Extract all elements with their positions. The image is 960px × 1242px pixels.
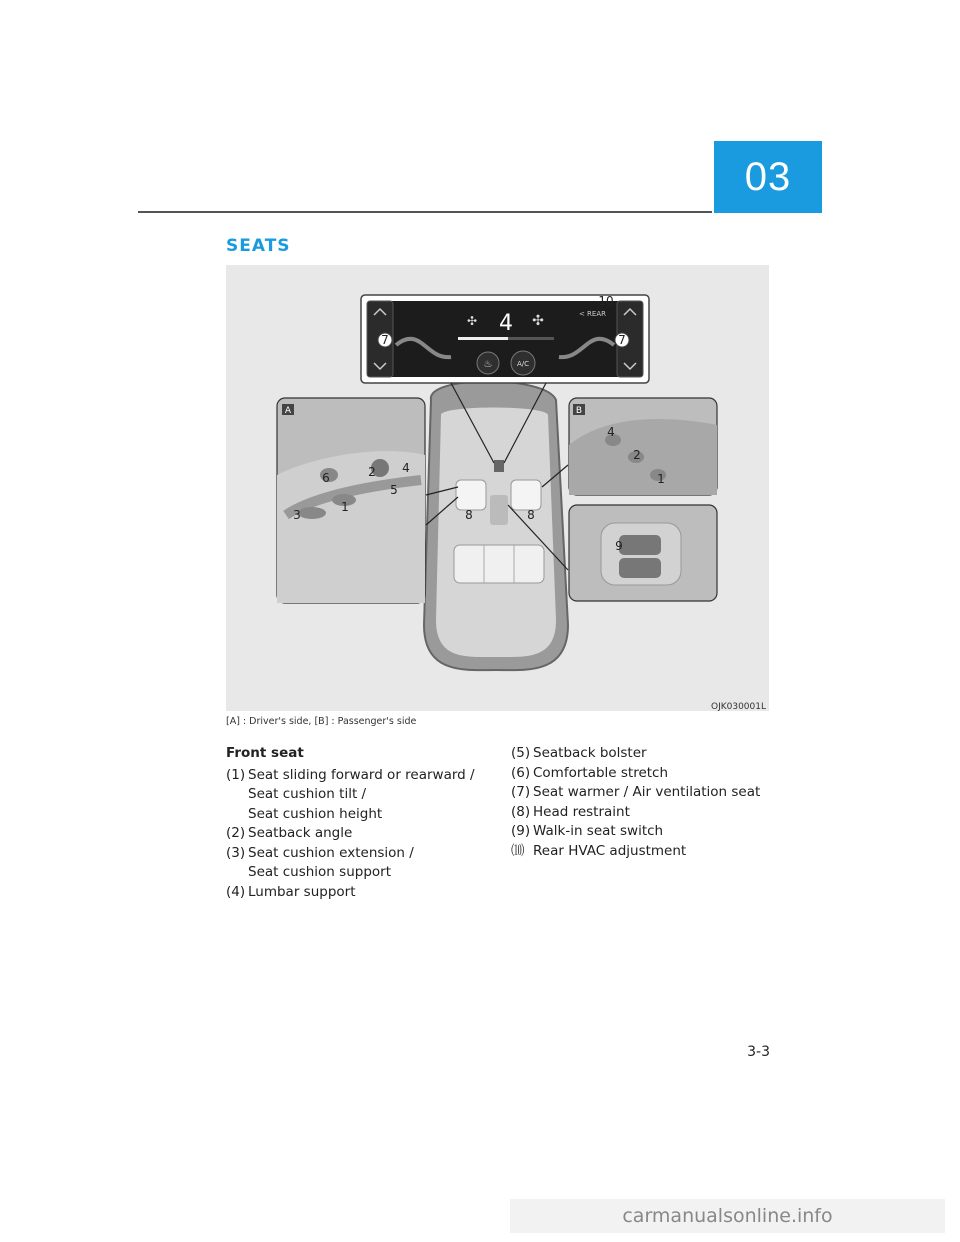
list-item: [511, 822, 771, 842]
item-text: Seat cushion extension / Seat cushion support: [248, 844, 414, 880]
svg-text:10: 10: [598, 294, 614, 308]
item-number: (4): [226, 883, 246, 900]
list-item: [226, 883, 496, 903]
callout-8-left: [465, 508, 473, 522]
seat-controls-illustration: [226, 265, 769, 711]
svg-text:3: 3: [293, 508, 301, 522]
svg-text:4: 4: [402, 461, 410, 475]
svg-text:8: 8: [465, 508, 473, 522]
list-item: [511, 764, 771, 784]
chapter-tab: 03: [714, 141, 822, 213]
item-text: Seat sliding forward or rearward / Seat cushion tilt / Seat cushion height: [248, 766, 475, 822]
panel-walk-in-switch: [569, 505, 717, 601]
panel-a-label: A: [284, 406, 292, 416]
list-item: [226, 824, 496, 844]
svg-text:9: 9: [615, 539, 623, 553]
callout-3: [293, 508, 301, 522]
seat-controls-figure: [226, 265, 769, 711]
car-top-view: [424, 381, 568, 670]
fan-high-icon: ✣: [532, 313, 544, 329]
callout-7-right: [615, 333, 629, 347]
callout-5: [390, 483, 398, 497]
fan-low-icon: ✣: [466, 314, 478, 328]
panel-a-driver-side: [277, 398, 425, 603]
watermark[interactable]: carmanualsonline.info: [510, 1199, 945, 1233]
left-column: [226, 744, 496, 902]
callout-7-left: [378, 333, 392, 347]
svg-text:1: 1: [657, 472, 665, 486]
ac-label: A/C: [516, 360, 530, 368]
svg-text:5: 5: [390, 483, 398, 497]
callout-2-b: [633, 448, 641, 462]
callout-9: [615, 539, 623, 553]
callout-1-b: [657, 472, 665, 486]
item-number: (2): [226, 825, 246, 841]
item-text: Seat warmer / Air ventilation seat: [533, 784, 761, 800]
item-number: (3): [226, 844, 246, 861]
list-item: [511, 803, 771, 823]
item-number: (9): [511, 823, 531, 839]
callout-6: [322, 471, 330, 485]
item-text: Rear HVAC adjustment: [533, 842, 687, 859]
fan-level-display: 4: [499, 311, 513, 336]
rear-label: < REAR: [578, 310, 606, 318]
page-number: 3-3: [747, 1044, 770, 1060]
item-number: (5): [511, 745, 531, 761]
seat-heat-icon: ♨: [483, 359, 493, 370]
svg-text:7: 7: [381, 333, 389, 347]
panel-b-passenger-side: [569, 398, 717, 495]
item-text: Lumbar support: [248, 883, 356, 900]
header-rule: [138, 211, 712, 213]
hvac-panel: [361, 295, 649, 383]
svg-text:2: 2: [633, 448, 641, 462]
figure-caption: [A] : Driver's side, [B] : Passenger's side: [226, 716, 417, 727]
item-number: (8): [511, 803, 531, 820]
list-item: [511, 783, 771, 803]
callout-8-right: [527, 508, 535, 522]
callout-2-a: [368, 465, 376, 479]
callout-10: [598, 294, 613, 308]
svg-text:6: 6: [322, 471, 330, 485]
item-text: Comfortable stretch: [533, 764, 669, 781]
item-number: (6): [511, 764, 531, 781]
svg-text:4: 4: [607, 425, 615, 439]
svg-text:1: 1: [341, 500, 349, 514]
item-text: Head restraint: [533, 803, 630, 820]
svg-text:8: 8: [527, 508, 535, 522]
svg-text:7: 7: [618, 333, 626, 347]
figure-code: OJK030001L: [710, 702, 766, 712]
section-title: SEATS: [226, 236, 291, 256]
item-text: Seatback angle: [248, 825, 353, 841]
svg-text:2: 2: [368, 465, 376, 479]
callout-1-a: [341, 500, 349, 514]
right-column: [511, 744, 771, 861]
list-item: [226, 766, 496, 825]
front-seat-heading: Front seat: [226, 745, 304, 761]
callout-4-a: [402, 461, 410, 475]
item-text: Seatback bolster: [533, 745, 647, 761]
item-number: (7): [511, 784, 531, 800]
list-item: [511, 842, 771, 862]
item-text: Walk-in seat switch: [533, 823, 664, 839]
list-item: [226, 844, 496, 883]
list-item: [511, 744, 771, 764]
callout-4-b: [607, 425, 615, 439]
item-number: ⑽: [511, 842, 525, 859]
item-number: (1): [226, 766, 246, 783]
panel-b-label: B: [575, 406, 583, 416]
